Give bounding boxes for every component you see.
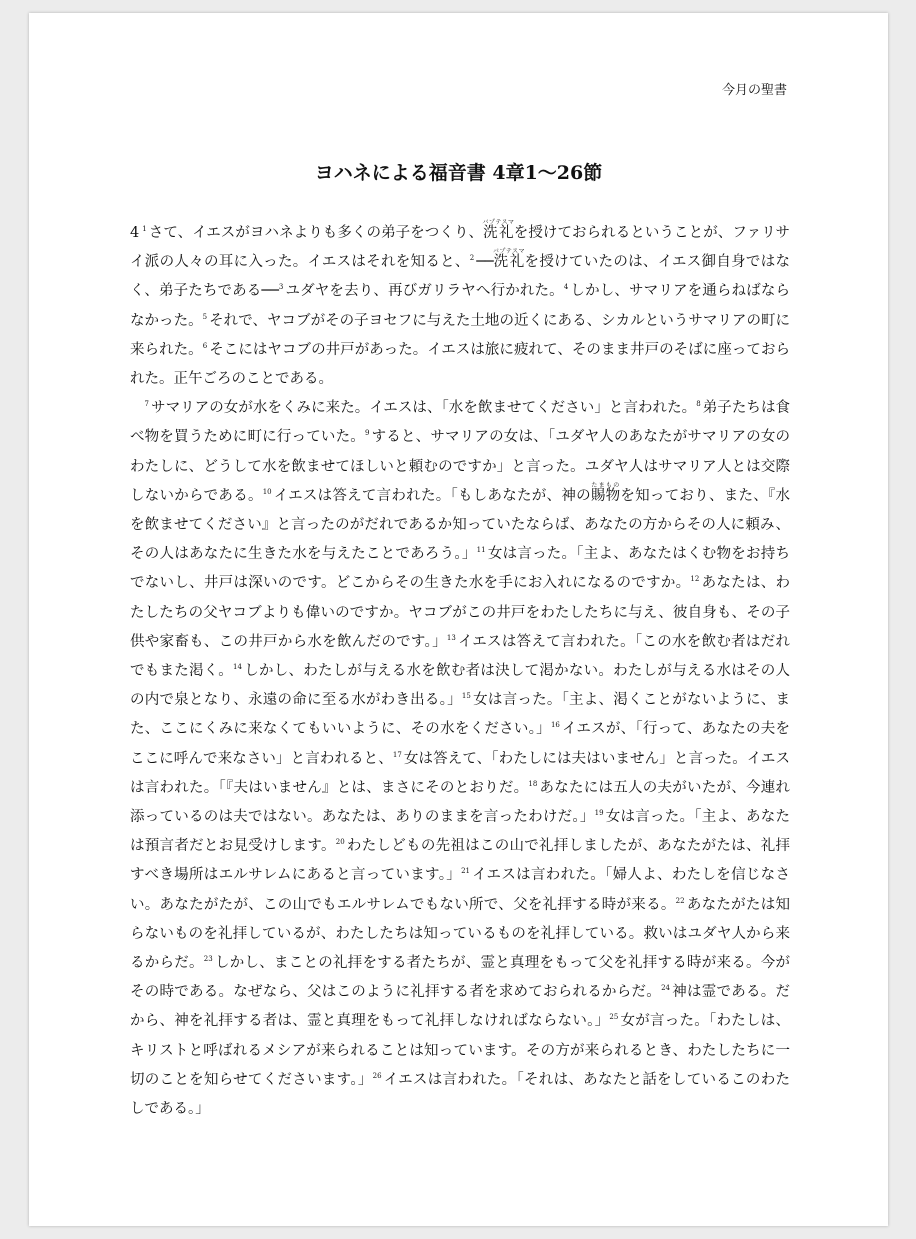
ruby-gift: 賜物たまもの (590, 481, 621, 504)
document-page (29, 13, 888, 1226)
verse-number: 6 (202, 341, 208, 350)
verse-number: 1 (142, 225, 147, 233)
verse-number: 18 (528, 779, 538, 788)
verse-number: 8 (696, 400, 701, 409)
verse-number: 16 (550, 721, 560, 730)
verse-text: すると、サマリアの女は、「ユダヤ人のあなたがサマリアの女のわたしに、どうして水を飲ませてほしいと頼むのですか」と言った。ユダヤ人はサマリア人とは交際しないからである。 (130, 429, 791, 504)
verse-number: 23 (203, 955, 213, 964)
verse-text: そこにはヤコブの井戸があった。イエスは旅に疲れて、そのまま井戸のそばに座っておられた。正午ごろのことである。 (130, 341, 791, 388)
verse-text: 女は言った。「主よ、渇くことがないように、また、ここにくみに来なくてもいいように、その水をください。」 (130, 692, 791, 738)
verse-text: しかし、サマリアを通らねばならなかった。 (130, 283, 791, 329)
verse-text: さて、イエスがヨハネよりも多くの弟子をつくり、 (148, 225, 484, 241)
verse-number: 11 (476, 546, 486, 555)
verse-number: 15 (461, 692, 471, 701)
verse-text: しかし、まことの礼拝をする者たちが、霊と真理をもって父を礼拝する時が来る。今がその時である。なぜなら、父はこのように礼拝する者を求めておられるからだ。 (130, 955, 791, 1001)
verse-text: ── (476, 254, 494, 271)
verse-text: イエスが、「行って、あなたの夫をここに呼んで来なさい」と言われると、 (130, 721, 790, 767)
ruby-baptism: 洗礼バプテスマ (492, 248, 526, 271)
verse-text: 神は霊である。だから、神を礼拝する者は、霊と真理をもって礼拝しなければならない。」 (130, 984, 790, 1030)
verse-text: 女は答えて、「わたしには夫はいません」と言った。イエスは言われた。「『夫はいません』とは、まさにそのとおりだ。 (130, 750, 790, 796)
verse-number: 19 (594, 809, 604, 818)
ruby-baptism: 洗礼バプテスマ (482, 219, 515, 241)
verse-number: 4 (563, 283, 569, 292)
verse-text: を授けておられるということが、ファリサイ派の人々の耳に入った。イエスはそれを知ると、 (130, 225, 790, 271)
verse-text: 女は言った。「主よ、あなたはくむ物をお持ちでないし、井戸は深いのです。どこからその生きた水を手にお入れになるのですか。 (130, 546, 790, 592)
verse-number: 24 (661, 984, 670, 993)
verse-text: イエスは言われた。「婦人よ、わたしを信じなさい。あなたがたが、この山でもエルサレムでもない所で、父を礼拝する時が来る。 (130, 867, 790, 913)
verse-text: それで、ヤコブがその子ヨセフに与えた土地の近くにある、シカルというサマリアの町に来られた。 (130, 312, 790, 358)
verse-text: ユダヤを去り、再びガリラヤへ行かれた。 (285, 283, 564, 300)
verse-text: 女が言った。「わたしは、キリストと呼ばれるメシアが来られることは知っています。その方が来られるとき、わたしたちに一切のことを知らせてくださいます。」 (130, 1013, 791, 1088)
verse-text: を知っており、また、『水を飲ませてください』と言ったのがだれであるか知っていたならば、あなたの方からその人に頼み、その人はあなたに生きた水を与えたことであろう。」 (130, 487, 791, 563)
verse-number: 10 (262, 487, 272, 496)
verse-text: イエスは答えて言われた。「この水を飲む者はだれでもまた渇く。 (130, 633, 790, 680)
verse-text: あなたがたは知らないものを礼拝しているが、わたしたちは知っているものを礼拝している。救いはユダヤ人から来るからだ。 (130, 896, 790, 972)
document-title: ヨハネによる福音書 4章1〜26節 (314, 162, 603, 184)
verse-text: イエスは答えて言われた。「もしあなたが、神の (273, 487, 591, 504)
verse-text: イエスは言われた。「それは、あなたと話をしているこのわたしである。」 (130, 1071, 791, 1118)
verse-text: 女は言った。「主よ、あなたは預言者だとお見受けします。 (130, 809, 790, 855)
verse-text: しかし、わたしが与える水を飲む者は決して渇かない。わたしが与える水はその人の内で泉となり、永遠の命に至る水がわき出る。」 (130, 663, 791, 709)
verse-number: 26 (372, 1071, 382, 1080)
verse-number: 7 (144, 400, 149, 409)
scripture-body (130, 219, 790, 1124)
verse-text: あなたは、わたしたちの父ヤコブよりも偉いのですか。ヤコブがこの井戸をわたしたちに与え、彼自身も、その子供や家畜も、この井戸から水を飲んだのです。」 (130, 575, 790, 650)
verse-text: を授けていたのは、イエス御自身ではなく、弟子たちである── (130, 254, 790, 300)
verse-number: 22 (675, 896, 685, 905)
verse-number: 14 (233, 663, 242, 672)
paragraph-2 (130, 394, 790, 1124)
verse-number: 12 (690, 575, 700, 584)
verse-text: サマリアの女が水をくみに来た。イエスは、「水を飲ませてください」と言われた。 (150, 400, 697, 417)
verse-number: 9 (364, 429, 370, 438)
chapter-number: 4 (130, 225, 140, 241)
verse-number: 20 (335, 838, 345, 847)
verse-number: 17 (392, 750, 402, 759)
verse-number: 13 (446, 633, 456, 642)
verse-number: 25 (609, 1013, 619, 1022)
paragraph-1 (130, 219, 790, 394)
verse-number: 2 (469, 254, 475, 263)
verse-number: 21 (461, 867, 470, 876)
verse-text: あなたには五人の夫がいたが、今連れ添っているのは夫ではない。あなたは、ありのままを言ったわけだ。」 (130, 779, 790, 826)
page-header: 今月の聖書 (721, 83, 787, 98)
verse-number: 3 (278, 283, 284, 292)
verse-text: わたしどもの先祖はこの山で礼拝しましたが、あなたがたは、礼拝すべき場所はエルサレムにあると言っています。」 (130, 838, 790, 884)
verse-text: 弟子たちは食べ物を買うために町に行っていた。 (130, 400, 791, 446)
verse-number: 5 (202, 312, 208, 321)
